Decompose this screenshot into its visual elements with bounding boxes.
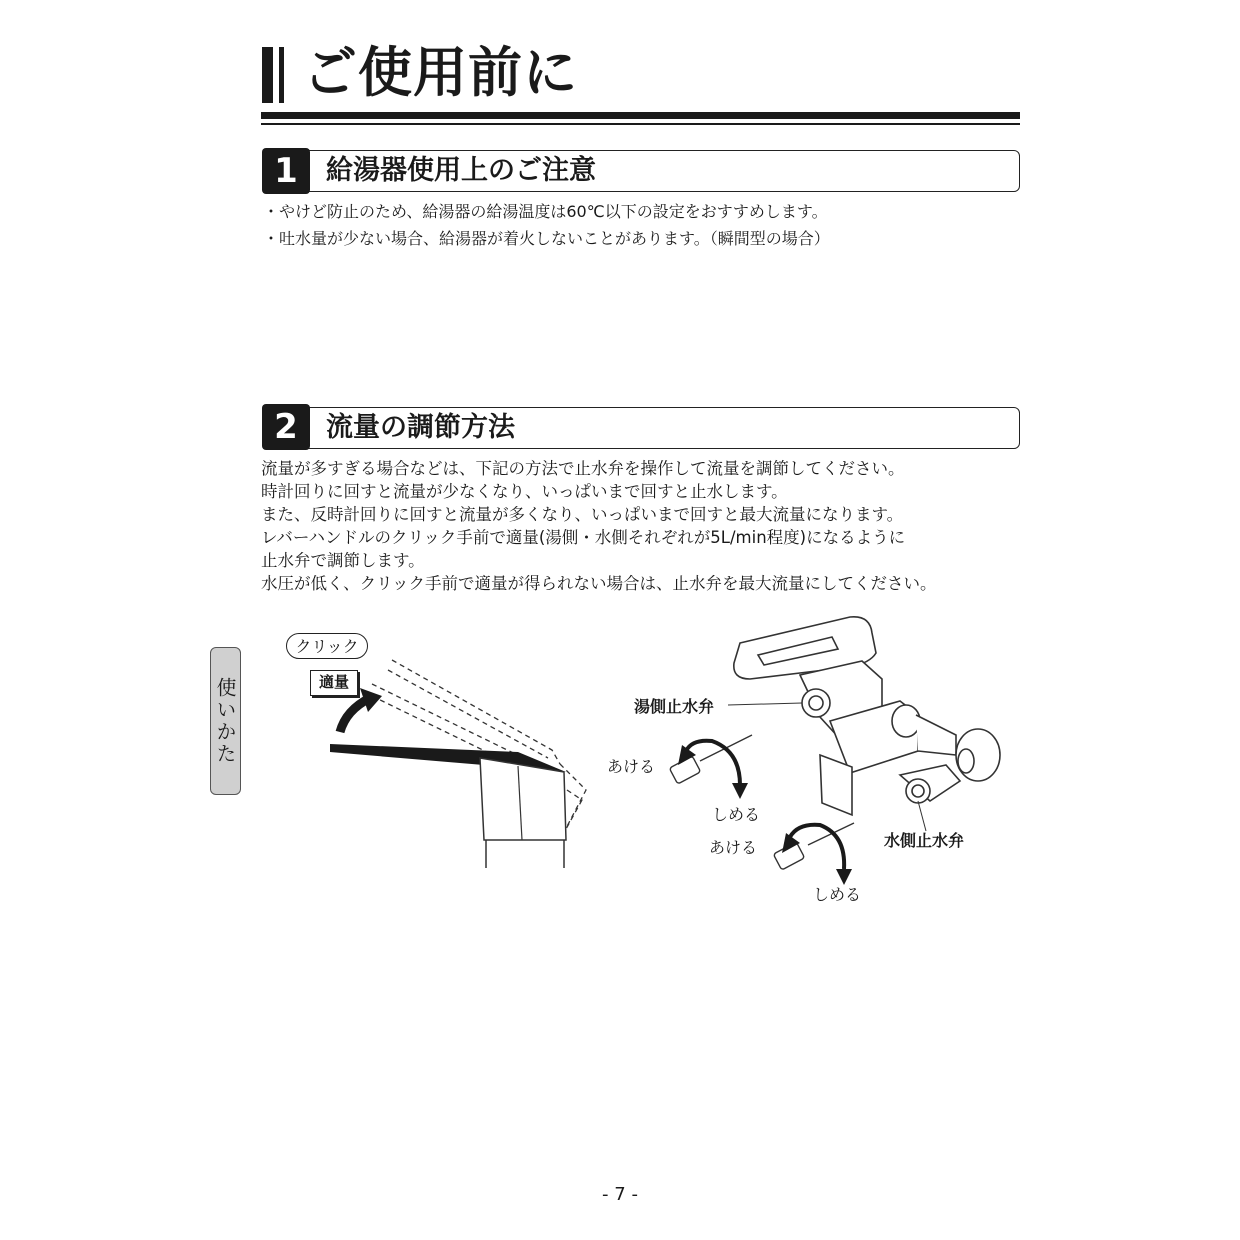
title-bar-thin: [279, 47, 284, 103]
side-tab-usage[interactable]: [210, 647, 241, 795]
paragraph-line: また、反時計回りに回すと流量が多くなり、いっぱいまで回すと最大流量になります。: [261, 505, 904, 524]
section2-paragraph: [261, 457, 1041, 595]
close-label-1: しめる: [712, 805, 761, 824]
title-rule-thin: [261, 123, 1020, 125]
title-rule-thick: [261, 112, 1020, 119]
close-label-2: しめる: [813, 885, 862, 904]
open-label-2: あける: [709, 838, 758, 857]
page-number: - 7 -: [602, 1184, 638, 1205]
click-label: クリック: [286, 633, 368, 659]
paragraph-line: 止水弁で調節します。: [261, 551, 425, 570]
section1-bullet-2: ・吐水量が少ない場合、給湯器が着火しないことがあります。（瞬間型の場合）: [263, 229, 830, 248]
stop-valve-illustration: [600, 605, 1020, 905]
paragraph-line: 流量が多すぎる場合などは、下記の方法で止水弁を操作して流量を調節してください。: [261, 459, 905, 478]
title-bar-thick: [262, 47, 273, 103]
section1-number: 1: [262, 148, 310, 194]
hot-valve-label: 湯側止水弁: [634, 697, 715, 716]
lever-faucet-illustration: [320, 640, 600, 880]
section2-number: 2: [262, 404, 310, 450]
cold-valve-label: 水側止水弁: [884, 831, 965, 850]
paragraph-line: 水圧が低く、クリック手前で適量が得られない場合は、止水弁を最大流量にしてください。: [261, 574, 937, 593]
tekiryo-label: 適量: [310, 670, 358, 696]
open-label-1: あける: [607, 757, 656, 776]
side-tab-label: 使いかた: [213, 677, 237, 765]
section1-bullet-1: ・やけど防止のため、給湯器の給湯温度は60℃以下の設定をおすすめします。: [263, 202, 828, 221]
section2-title: 流量の調節方法: [326, 412, 515, 443]
section1-title: 給湯器使用上のご注意: [326, 155, 596, 186]
paragraph-line: レバーハンドルのクリック手前で適量(湯側・水側それぞれが5L/min程度)になるように: [261, 528, 906, 547]
paragraph-line: 時計回りに回すと流量が少なくなり、いっぱいまで回すと止水します。: [261, 482, 788, 501]
page-title: ご使用前に: [303, 41, 578, 104]
